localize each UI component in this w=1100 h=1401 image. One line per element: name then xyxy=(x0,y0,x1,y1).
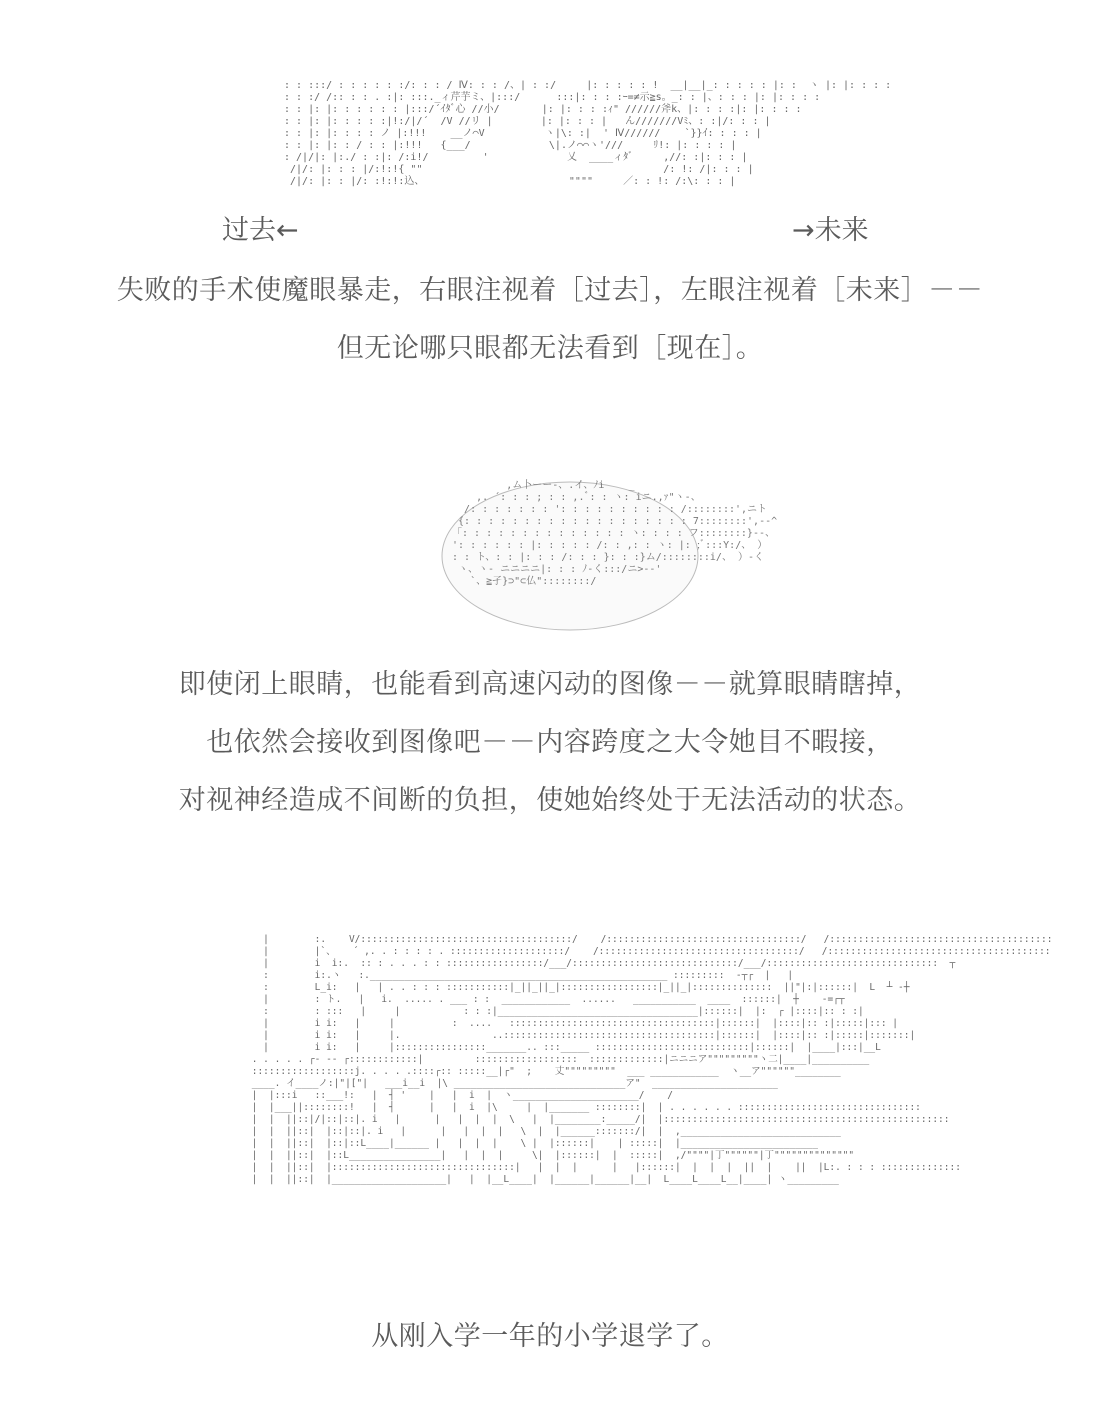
caption-2c: 对视神经造成不间断的负担，使她始终处于无法活动的状态。 xyxy=(178,785,922,816)
caption-1b: 但无论哪只眼都无法看到［现在］。 xyxy=(336,333,764,364)
caption-2b: 也依然会接收到图像吧－－内容跨度之大令她目不暇接， xyxy=(206,727,894,758)
ascii-art-building: | :. V/:::::::::::::::::::::::::::::::::::::/ /::::::::::::::::::::::::::::::::::/ /::::::::::::::::::::::::::::::::::::::: | |`、 ´ ,. . : : : : . ::::::::::::::::::::/ /:::::::::::::::::::::::::::::::::::/ /::::::::::::::::::::::::::::::::::::::: | i i:. :: : . . . : : :::::::::::::::::/___/:::::::::::::::::::::::::::::/___/:::::::::::::::::::::::::::::: ┬ : i:.ヽ :.____________________________________________________ ::::::::: -┬┌ | | : L_i: | | . . : : : :::::::::::|_||_||_|:::::::::::::::::|_||_|:::::::::::::: ||"|:|::::::| L ┴ -┼ | : ト. | i. ..... . ___ : : ____________ ...... ___________ ____ ::::::| ┼ -=┌┬ : : ::: | | : : :|___________________________________|::::::| |: ┌ |::::|:: : :| | i i: | | : .... ::::::::::::::::::::::::::::::::::::|::::::| |::::|:: :|:::::|::: | | i i: | |. ..:::::::::::::::::::::::::::::::::::::|::::::| |::::|:: :|:::::|:::::::| | i i: | |::::::::::::::::_______.. :::_____ :::::::::::::::::::::::::::|::::::| |____|:::|__L . . . . . ┌- -- ┌::::::::::::| :::::::::::::::::: :::::::::::::|ニニニア"""""""""ヽ二|____|__________ ::::::::::::::::::j. . . . .::::┌:: :::::__|┌" ; 丈""""""""" ___ ____________ ヽ__ア""""""________ ____. イ____ノ:|"|["| ___i__i |\ ______________________________ア" ______________________ | |:::i ::___!: | ┤ ' | | i | ヽ______________________/ / | |___||::::::::! | ┤ | | i |\ | |_______ ::::::::| | . . . . . . :::::::::::::::::::::::::::::::: | | ||::|/|::|::|. i | | | | | \ | |________:_____/| |:::::::::::::::::::::::::::::::::::::::::::::::::: | | ||::| |::|::|. i | | | | | \ | |______:::::::/| | ,____________________________ | | ||::| |::|::L____|______ | | | | \ | |::::::| | :::::| |________________________ | | ||::| |::L________________| | | | \| |::::::| | :::::| ,/""""|丁""""""|丁"""""""""""""" | | ||::| |::::::::::::::::::::::::::::::::| | | | | |::::::| | | | || | || |L:. : : : :::::::::::::: | | ||::| |____________________| | |__L____| |______|______|__| L____L____L__|____| ヽ_________ xyxy=(251,934,1053,1185)
caption-1a: 失败的手术使魔眼暴走，右眼注视着［过去］，左眼注视着［未来］－－ xyxy=(116,275,984,306)
caption-2a: 即使闭上眼睛，也能看到高速闪动的图像－－就算眼睛瞎掉， xyxy=(178,669,922,700)
label-future: →未来 xyxy=(792,215,869,246)
caption-3: 从刚入学一年的小学退学了。 xyxy=(371,1321,729,1352)
ascii-art-brain: ,ム卜ーー-、.イ、ﾉi _ ,. ´: : : ; : : ,.ﾞ: : ヽ: iニ.,ｧ"ヽ-、 /: : : : : : : ': : : : : : : : : : /::::::::',ニト {: : : : : : : : : : : : : : : : : : : 7::::::::',--^ 「: : : : : : : : : : : : : : ヽ: : : : フ::::::::}--、 ': : : : : : |: : : : : /: : ,: : ヽ: |: ;ﾞ:::Y:/、 ） : : ト、: : |: : : /: : : }: : :}ム/::::::::i/、 ）-く ヽ、ヽ- ニニニニ|: : : ﾉ-く:::/ニ>--' `、≧孑}⊃"⊂仏"::::::::/ xyxy=(452,480,778,587)
ascii-art-eyes: : : :::/ : : : : : :/: : : / Ⅳ: : : /、| : :/ |: : : : : ! __|__|_: : : : : |: : ヽ |: |: : : : : : :/ /:: : : . :|: :::._ィ芹芋ミ、|:::/ :::|: : : :ｰ=≠示≧s。_: : |、: : : |: |: : : : : : |: |: : : : : : |:::/´ｲﾀﾞ心 //小/ |: |: : : :ｨ" //////斧k、|: : : :|: |: : : : : : |: |: : : : :|!:/|/´ /V //リ | |: |: : : | ん///////Vﾐ、: :|/: : : | : : |: |: : : : ノ |:!!! __ノ⌒V ヽ|\: :| ' Ⅳ////// `}}ｲ: : : : | : : |: |: : / : : |:!!! {___/ \|.ノ⌒⌒ヽ'/// ﾘ!: |: : : : | : /|/|: |:./ : :|: /:i!/ ' 乂 ____ィﾀﾞ ,//: :|: : : | /|/: |: : : |/:!:!{ "" /: !: /|: : : | /|/: |: : |/: :!:!:込、 """" ／: : !: /:\: : : | xyxy=(284,80,892,187)
label-past: 过去← xyxy=(222,215,299,246)
